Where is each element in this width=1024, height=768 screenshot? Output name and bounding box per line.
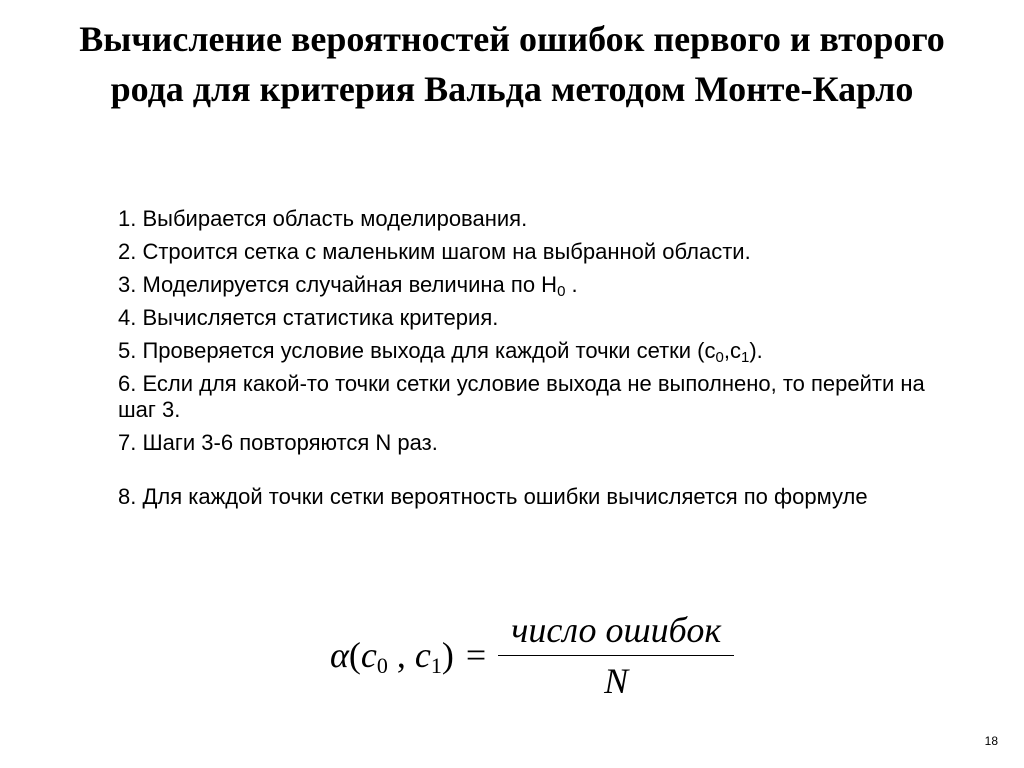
page-number: 18	[984, 734, 998, 748]
algorithm-steps-list	[118, 206, 948, 517]
step-4: 4. Вычисляется статистика критерия.	[118, 305, 499, 330]
step-7: 7. Шаги 3-6 повторяются N раз.	[118, 430, 438, 455]
formula-equals: =	[465, 635, 487, 675]
formula-fraction	[498, 609, 734, 702]
formula-numerator: число ошибок	[511, 609, 722, 650]
formula-c0: c	[360, 635, 377, 675]
step-3-subscript: 0	[557, 283, 566, 300]
step-3-end: .	[565, 272, 578, 297]
step-2: 2. Строится сетка с маленьким шагом на выбранной области.	[118, 239, 751, 264]
step-5-text: 5. Проверяется условие выхода для каждой точки сетки (c	[118, 338, 716, 363]
slide-title	[20, 14, 1004, 114]
step-3	[118, 272, 948, 298]
formula-denominator: N	[604, 660, 629, 701]
step-6: 6. Если для какой-то точки сетки условие выхода не выполнено, то перейти на шаг 3.	[118, 371, 925, 422]
formula-c0-subscript: 0	[376, 653, 388, 678]
step-3-text: 3. Моделируется случайная величина по H	[118, 272, 558, 297]
formula-open-paren: (	[348, 635, 361, 675]
step-5-mid: ,c	[723, 338, 741, 363]
formula-lhs	[330, 634, 454, 676]
slide-title-line-2: рода для критерия Вальда методом Монте-Карло	[110, 69, 914, 109]
formula-comma: ,	[387, 635, 415, 675]
error-probability-formula	[330, 600, 734, 710]
formula-close-paren: )	[441, 635, 454, 675]
step-8: 8. Для каждой точки сетки вероятность ошибки вычисляется по формуле	[118, 484, 868, 509]
step-5-subscript-0: 0	[715, 349, 724, 366]
step-1: 1. Выбирается область моделирования.	[118, 206, 528, 231]
formula-c1-subscript: 1	[430, 653, 442, 678]
step-5-end: ).	[749, 338, 763, 363]
slide-title-line-1: Вычисление вероятностей ошибок первого и второго	[79, 19, 945, 59]
formula-alpha: α	[330, 635, 349, 675]
formula-c1: c	[414, 635, 431, 675]
step-5	[118, 338, 948, 364]
step-5-subscript-1: 1	[740, 349, 750, 366]
